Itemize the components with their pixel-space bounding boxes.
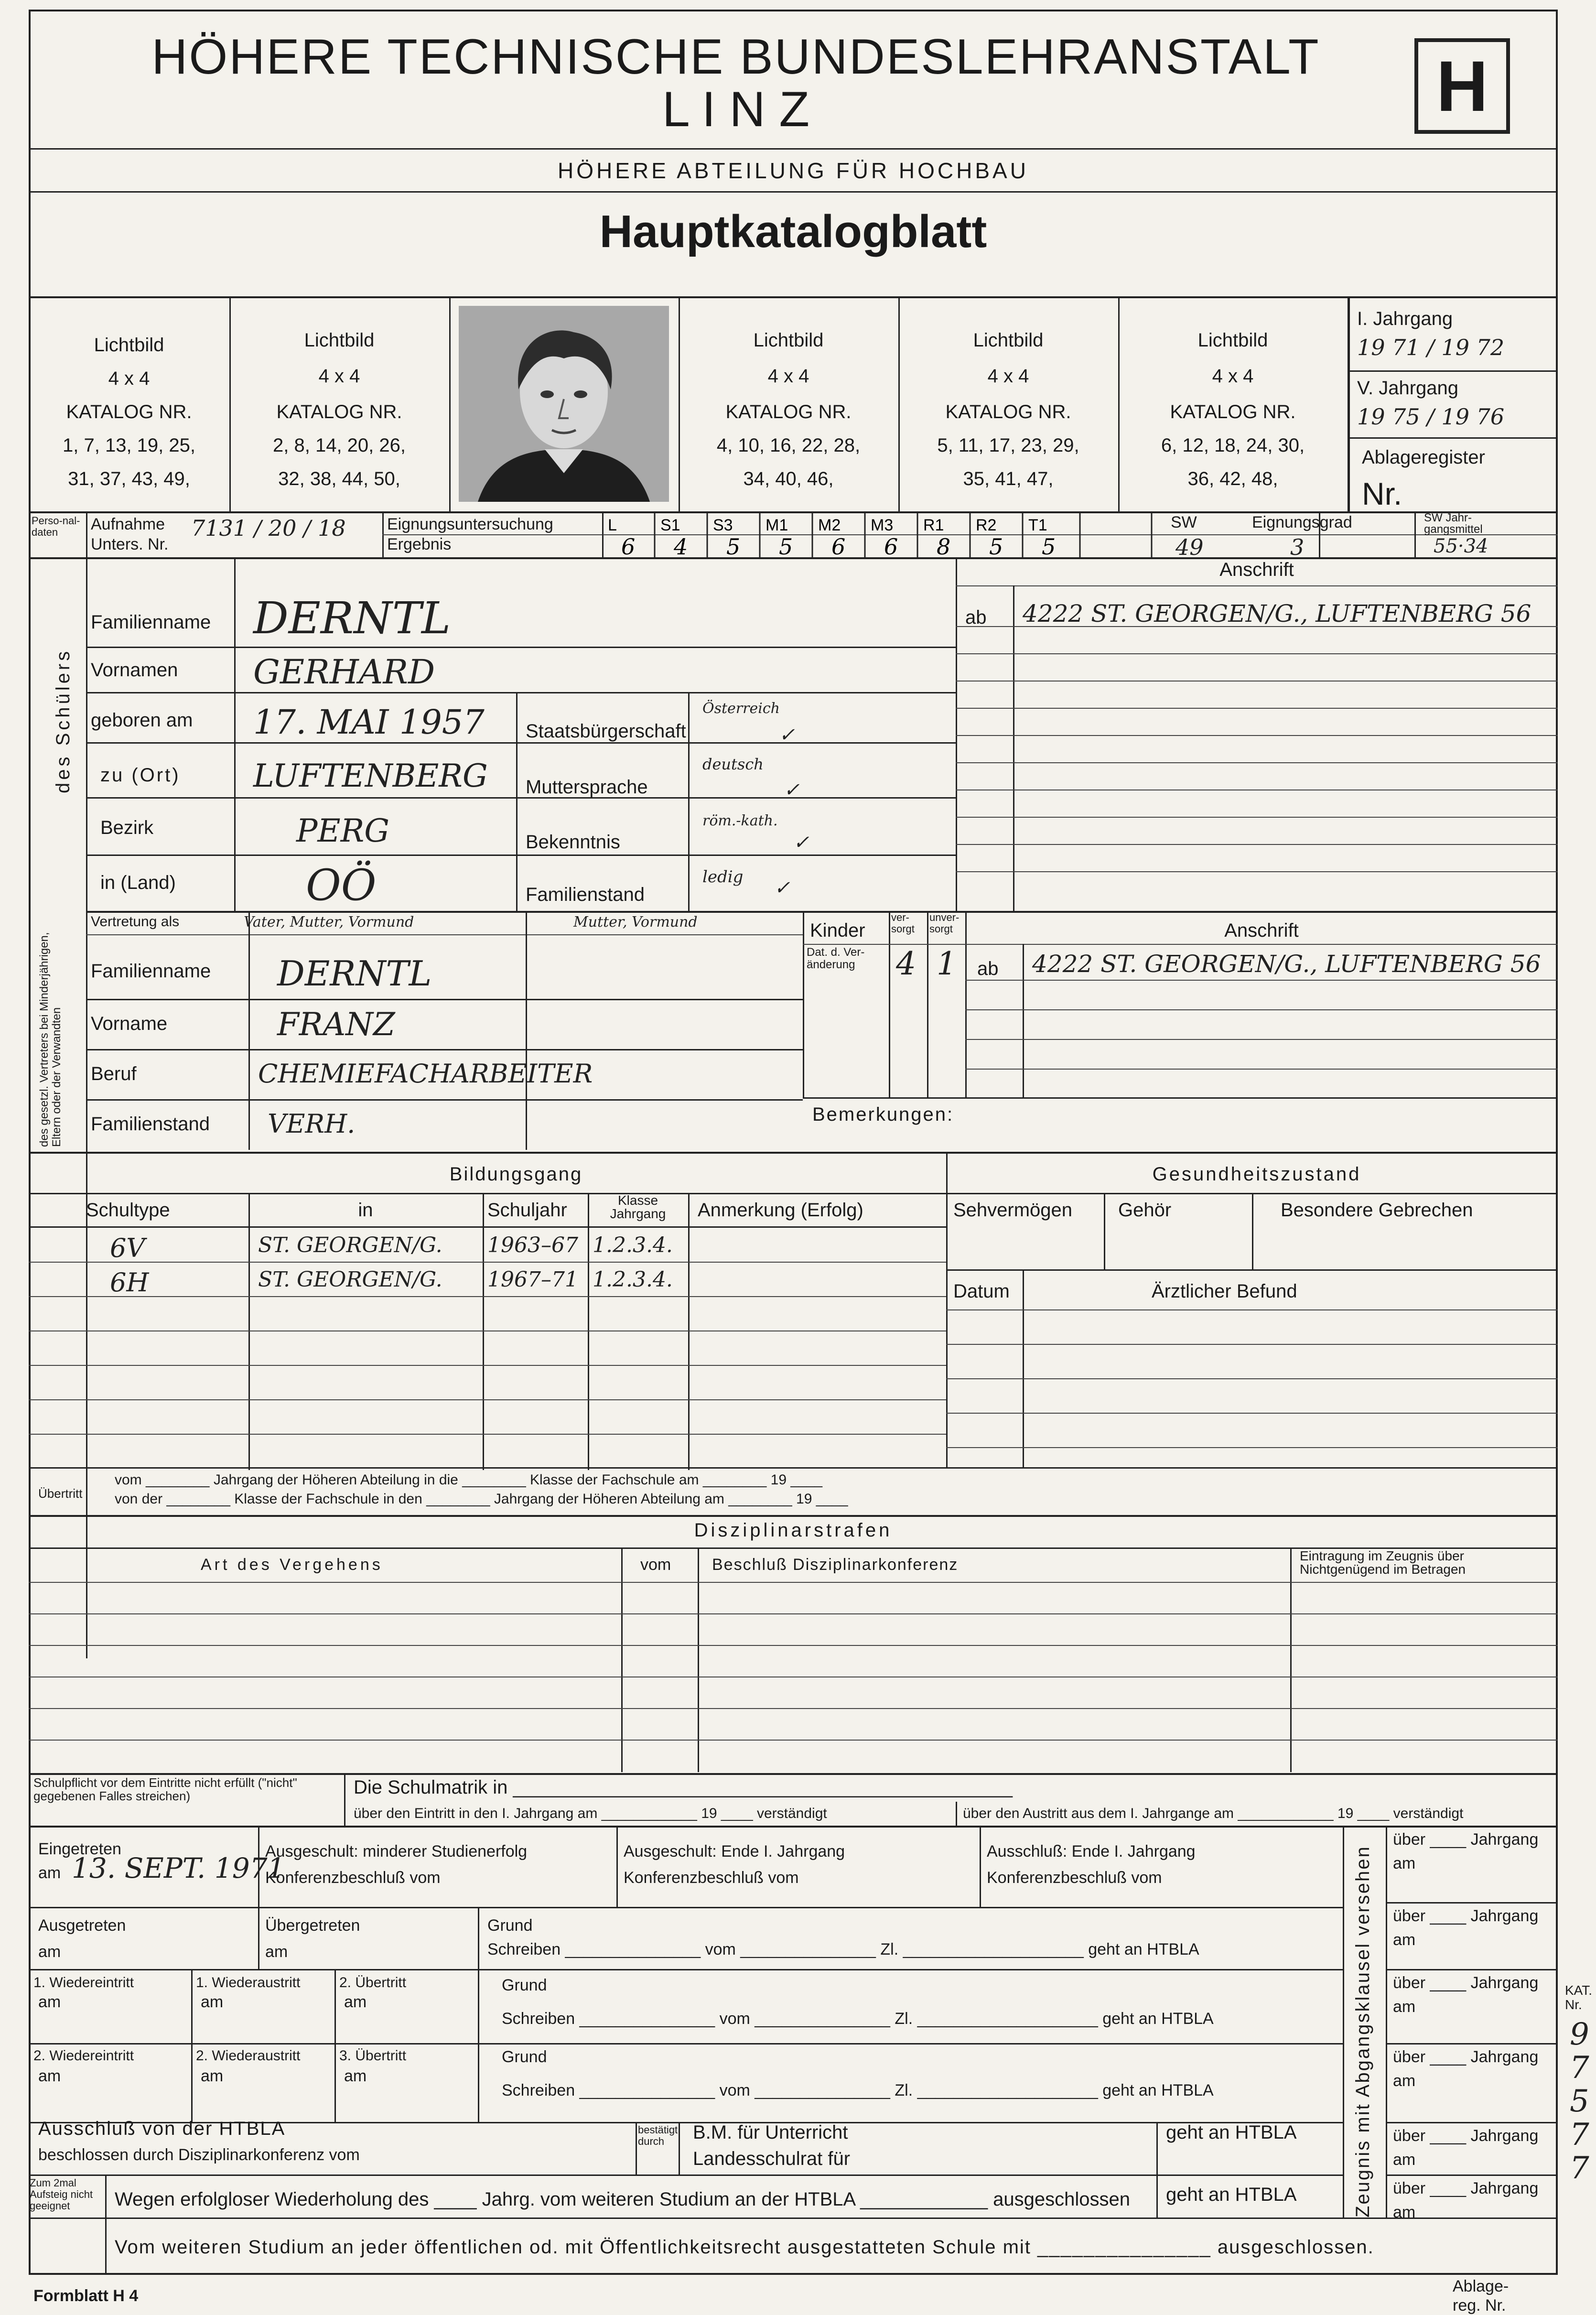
- aptitude-score-grid: [602, 511, 1319, 557]
- school-register-line: Die Schulmatrik in _______________________________________________: [354, 1777, 1013, 1798]
- graduation-am-label: am: [1393, 2203, 1416, 2221]
- graduation-am-label: am: [1393, 2072, 1416, 2090]
- expulsion-label: Ausschluß von der HTBLA: [38, 2118, 286, 2139]
- disability-label: Besondere Gebrechen: [1281, 1200, 1473, 1221]
- aptitude-col-m3: M3: [871, 516, 894, 534]
- health-findings-label: Ärztlicher Befund: [1152, 1281, 1297, 1302]
- aptitude-score-t1: 5: [1042, 534, 1056, 557]
- graduation-am-label: am: [1393, 1931, 1416, 1949]
- kat-nr-label: KAT. Nr.: [1565, 1983, 1593, 2012]
- aptitude-score-s3: 5: [726, 534, 741, 557]
- education-type: 6H: [110, 1267, 149, 1298]
- graduation-year-label: über ____ Jahrgang: [1393, 1974, 1539, 1992]
- graduation-year-label: über ____ Jahrgang: [1393, 2179, 1539, 2197]
- transfer-line-2: von der ________ Klasse der Fachschule in den ________ Jahrgang der Höheren Abteilung am ________ 19 ____: [115, 1491, 848, 1507]
- aptitude-col-m1: M1: [766, 516, 788, 534]
- aptitude-col-l: L: [608, 516, 617, 534]
- guardian-firstname: FRANZ: [277, 1006, 395, 1043]
- graduation-year-label: über ____ Jahrgang: [1393, 1830, 1539, 1849]
- aptitude-score-r1: 8: [937, 534, 951, 557]
- offense-label: Art des Vergehens: [201, 1556, 383, 1574]
- guardian-side-label: des gesetzl. Vertreters bei Minderjährigen, Eltern oder der Verwandten: [38, 932, 63, 1147]
- student-surname: DERNTL: [253, 593, 451, 644]
- education-type: 6V: [110, 1233, 145, 1263]
- education-in: ST. GEORGEN/G.: [258, 1233, 442, 1257]
- school-name: HÖHERE TECHNISCHE BUNDESLEHRANSTALT: [151, 29, 1320, 85]
- register-label-2: reg. Nr.: [1453, 2296, 1506, 2315]
- aptitude-col-s3: S3: [713, 516, 733, 534]
- aptitude-col-r1: R1: [923, 516, 944, 534]
- student-district: PERG: [296, 812, 390, 849]
- school-city: L I N Z: [662, 82, 810, 137]
- department-title: HÖHERE ABTEILUNG FÜR HOCHBAU: [558, 158, 1029, 183]
- repeat-expulsion-line: Wegen erfolgloser Wiederholung des ____ Jahrg. vom weiteren Studium an der HTBLA ____________ ausgeschlossen: [115, 2189, 1131, 2210]
- student-country: OÖ: [306, 860, 377, 910]
- exam-number: 7131 / 20 / 18: [191, 515, 346, 541]
- children-label: Kinder: [810, 920, 865, 941]
- discipline-title: Disziplinarstrafen: [694, 1520, 893, 1541]
- kat-digit: 5: [1570, 2084, 1589, 2119]
- aptitude-score-m2: 6: [831, 534, 846, 557]
- graduation-am-label: am: [1393, 1854, 1416, 1872]
- graduation-am-label: am: [1393, 2151, 1416, 2169]
- education-jahr: 1963–67: [487, 1233, 578, 1257]
- kat-digit: 7: [1570, 2151, 1589, 2186]
- graduation-am-label: am: [1393, 1998, 1416, 2016]
- aptitude-col-t1: T1: [1028, 516, 1047, 534]
- guardian-address: 4222 ST. GEORGEN/G., LUFTENBERG 56: [1032, 950, 1541, 978]
- entry-notified: über den Eintritt in den I. Jahrgang am ____________ 19 ____ verständigt: [354, 1806, 827, 1821]
- student-address: 4222 ST. GEORGEN/G., LUFTENBERG 56: [1023, 600, 1531, 627]
- aptitude-score-s1: 4: [674, 534, 688, 557]
- mittel-label: SW Jahr-gangsmittel: [1424, 511, 1483, 536]
- aptitude-score-l: 6: [621, 534, 636, 557]
- portrait-image: [459, 306, 669, 502]
- full-expulsion-line: Vom weiteren Studium an jeder öffentlichen od. mit Öffentlichkeitsrecht ausgestatteten Schule mit _______________ ausgeschlossen.: [115, 2237, 1374, 2258]
- fifth-year-value: 19 75 / 19 76: [1357, 404, 1505, 430]
- resolution-label: Beschluß Disziplinarkonferenz: [712, 1556, 959, 1574]
- citizenship: Österreich: [702, 700, 780, 717]
- transfer-line-1: vom ________ Jahrgang der Höheren Abteilung in die ________ Klasse der Fachschule am ________ 19 ____: [115, 1472, 823, 1488]
- form-title: Hauptkatalogblatt: [599, 206, 987, 257]
- children-unprovided: 1: [937, 945, 957, 982]
- aptitude-score-r2: 5: [989, 534, 1003, 557]
- student-firstname: GERHARD: [253, 652, 435, 692]
- sw-label: SW: [1171, 513, 1197, 531]
- kat-digit: 7: [1570, 2050, 1589, 2086]
- student-side-label: des Schülers: [53, 648, 74, 793]
- guardian-surname: DERNTL: [277, 953, 432, 994]
- vision-label: Sehvermögen: [953, 1200, 1073, 1221]
- student-address-label: Anschrift: [1219, 559, 1294, 580]
- aptitude-col-r2: R2: [976, 516, 997, 534]
- catalog-sheet: HÖHERE TECHNISCHE BUNDESLEHRANSTALT L I N Z H HÖHERE ABTEILUNG FÜR HOCHBAU Hauptkatalogblatt Lichtbild 4 x 4 KATALOG NR. 1, 7, 13, 19, 25, 31, 37, 43, 49, Lichtbild 4 x 4 KATALOG NR. 2, 8, 14, 20, 26, 32, 38, 44, 50, Lichtbild 4 x 4 KATALOG NR. 4, 10, 16, 22, 28, 34, 40, 46, Lichtbild 4 x 4 KATALOG NR. 5, 11, 17, 23, 29, 35, 41, 47, Lichtbild 4 x 4 KATALOG NR. 6, 12, 18, 24, 30, 36, 42, 48, I. Jahrgang 19 71 / 19 72 V. Jahrgang 19 75 / 19 76 Ablageregister Nr. Perso-nal-daten Aufnahme Unters. Nr. 7131 / 20 / 18 Eignungsuntersuchung Ergebnis L 6 S1 4 S3 5 M1 5 M2 6 M3 6 R1 8 R2 5 T1 5 SW 49 Eignungsgrad 3 SW Jahr-gangsmittel 55·34 des Schülers Familienname DERNTL Vornamen GERHARD geboren am 17. MAI 1957 zu (Ort) LUFTENBERG Bezirk PERG in (Land) OÖ Staatsbürgerschaft Österreich Muttersprache deutsch Bekenntnis röm.-kath. Familienstand ledig ✓ ✓ ✓ ✓ Anschrift ab 4222 ST. GEORGEN/G., LUFTENBERG 56 des gesetzl. Vertreters bei Minderjährigen, Eltern oder der Verwandten Vertretung als Vater, Mutter, Vormund Mutter, Vormund Familienname DERNTL Vorname FRANZ Beruf CHEMIEFACHARBEITER Familienstand VERH. Kinder ver-sorgt unver-sorgt Dat. d. Ver-änderung 4 1 Anschrift ab 4222 ST. GEORGEN/G., LUFTENBERG 56 Bemerkungen: Bildungsgang Gesundheitszustand Schultype in Schuljahr Klasse Jahrgang Anmerkung (Erfolg) 6V ST. GEORGEN/G. 1963–67 1.2.3.4. 6H ST. GEORGEN/G. 1967–71 1.2.3.4. Sehvermögen Gehör Besondere Gebrechen Datum Ärztlicher Befund Übertritt vom ________ Jahrgang der Höheren Abteilung in die ________ Klasse der Fachschule am ________ 19 ____ von der ________ Klasse der Fachschule in den ________ Jahrgang der Höheren Abteilung am ________ 19 ____ Disziplinarstrafen Art des Vergehens vom Beschluß Disziplinarkonferenz Eintragung im Zeugnis über Nichtgenügend im Betragen Schulpflicht vor dem Eintritte nicht erfüllt ("nicht" gegebenen Falles streichen) Die Schulmatrik in _______________________________________________ über den Eintritt in den I. Jahrgang am ____________ 19 ____ verständigt über den Austritt aus dem I. Jahrgange am ____________ 19 ____ verständigt Zeugnis mit Abgangsklausel versehen über ____ Jahrgang am über ____ Jahrgang am über ____ Jahrgang am über ____ Jahrgang am über ____ Jahrgang am über ____ Jahrgang am Eingetreten am 13. SEPT. 1971 Ausgeschult: minderer Studienerfolg Konferenzbeschluß vom Ausgeschult: Ende I. Jahrgang Konferenzbeschluß vom Ausschluß: Ende I. Jahrgang Konferenzbeschluß vom Ausgetreten am Übergetreten am Grund Schreiben _______________ vom _______________ Zl. ____________________ geht an HTBLA 1. Wiedereintritt am 1. Wiederaustritt am 2. Übertritt am Grund Schreiben _______________ vom _______________ Zl. ____________________ geht an HTBLA 2. Wiedereintritt am 2. Wiederaustritt am 3. Übertritt am Grund Schreiben _______________ vom _______________ Zl. ____________________ geht an HTBLA Ausschluß von der HTBLA beschlossen durch Disziplinarkonferenz vom bestätigt durch B.M. für Unterricht Landesschulrat für geht an HTBLA Zum 2mal Aufsteig nicht geeignet Wegen erfolgloser Wiederholung des ____ Jahrg. vom weiteren Studium an der HTBLA ____________ ausgeschlossen geht an HTBLA Vom weiteren Studium an jeder öffentlichen od. mit Öffentlichkeitsrecht ausgestatteten Schule mit _______________ ausgeschlossen. KAT. Nr. 9 7 5 7 7 Formblatt H 4 Ablage- reg. Nr.: [29, 10, 1558, 2304]
- graduation-year-label: über ____ Jahrgang: [1393, 2127, 1539, 2145]
- hearing-label: Gehör: [1118, 1200, 1172, 1221]
- guardian-address-label: Anschrift: [1224, 920, 1299, 941]
- entry-date: 13. SEPT. 1971: [72, 1852, 285, 1884]
- health-date-label: Datum: [953, 1281, 1010, 1302]
- student-photo: [459, 306, 669, 502]
- marital-status: ledig: [702, 867, 744, 887]
- education-klasse: 1.2.3.4.: [593, 1267, 673, 1292]
- first-year-value: 19 71 / 19 72: [1357, 335, 1505, 360]
- student-birthplace: LUFTENBERG: [253, 757, 488, 794]
- transfer-label: Übertritt: [38, 1486, 83, 1501]
- graduation-year-label: über ____ Jahrgang: [1393, 1907, 1539, 1925]
- graduation-year-label: über ____ Jahrgang: [1393, 2048, 1539, 2066]
- kat-digit: 9: [1570, 2017, 1589, 2052]
- mittel-value: 55·34: [1434, 535, 1488, 557]
- sw-value: 49: [1175, 534, 1204, 560]
- grad-value: 3: [1290, 534, 1305, 560]
- guardian-col2: Mutter, Vormund: [573, 914, 698, 930]
- graduation-clause-label: Zeugnis mit Abgangsklausel versehen: [1352, 1845, 1373, 2218]
- education-in: ST. GEORGEN/G.: [258, 1267, 442, 1292]
- grad-label: Eignungsgrad: [1252, 513, 1352, 531]
- kat-digit: 7: [1570, 2117, 1589, 2153]
- remarks-label: Bemerkungen:: [812, 1104, 954, 1125]
- section-letter: H: [1436, 46, 1488, 126]
- guardian-occupation: CHEMIEFACHARBEITER: [258, 1059, 593, 1089]
- religion: röm.-kath.: [702, 812, 778, 829]
- register-label-1: Ablage-: [1453, 2277, 1509, 2295]
- compulsory-school-label: Schulpflicht vor dem Eintritte nicht erfüllt ("nicht" gegebenen Falles streichen): [33, 1775, 297, 1803]
- aptitude-score-m1: 5: [779, 534, 793, 557]
- aptitude-col-s1: S1: [660, 516, 680, 534]
- health-title: Gesundheitszustand: [1152, 1164, 1361, 1185]
- education-klasse: 1.2.3.4.: [593, 1233, 673, 1257]
- form-code: Formblatt H 4: [33, 2287, 139, 2305]
- student-birthdate: 17. MAI 1957: [253, 703, 485, 742]
- children-provided: 4: [896, 945, 916, 982]
- education-title: Bildungsgang: [449, 1164, 583, 1185]
- aptitude-col-m2: M2: [818, 516, 841, 534]
- conduct-entry-label: Eintragung im Zeugnis über Nichtgenügend im Betragen: [1300, 1548, 1466, 1577]
- exit-notified: über den Austritt aus dem I. Jahrgange am ____________ 19 ____ verständigt: [963, 1806, 1464, 1821]
- aptitude-score-m3: 6: [884, 534, 898, 557]
- guardian-col1: Vater, Mutter, Vormund: [244, 914, 414, 930]
- guardian-marital: VERH.: [268, 1109, 356, 1139]
- discipline-vom-label: vom: [640, 1556, 671, 1574]
- education-jahr: 1967–71: [487, 1267, 578, 1292]
- mother-tongue: deutsch: [702, 755, 764, 773]
